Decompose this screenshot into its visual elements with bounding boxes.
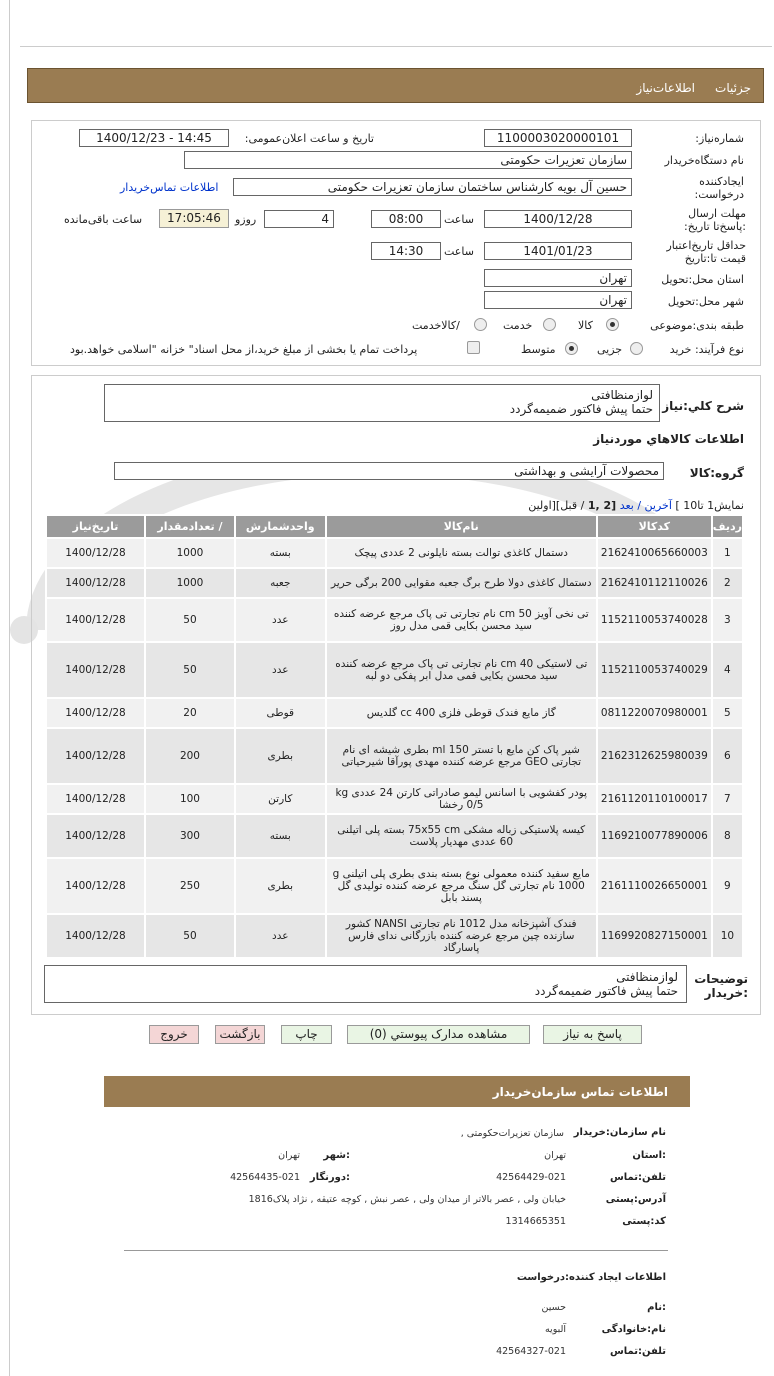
item-date: 1400/12/28 [46,784,145,814]
item-code: 0811220070980001 [597,698,712,728]
col-name-header: نام‌کالا [326,515,597,538]
process-medium-radio[interactable] [565,342,578,355]
notes-line-1: لوازمنظافتی [616,970,678,984]
treasury-payment-checkbox[interactable] [467,341,480,354]
col-unit-header: واحدشمارش [235,515,326,538]
category-service-radio[interactable] [543,318,556,331]
creator-phone-value: 42564327-021 [496,1346,566,1357]
table-header-row [46,515,743,538]
family-label: نام:خانوادگی [601,1324,666,1335]
row-index: 3 [712,598,743,642]
buyer-contact-link[interactable]: اطلاعات تماس‌خریدار [120,181,219,194]
item-name: گاز مایع فندک قوطی فلزی 400 cc گلدیس [326,698,597,728]
name-value: حسین [541,1302,566,1313]
contact-divider [124,1250,668,1251]
item-code: 1169920827150001 [597,914,712,958]
item-qty: 300 [145,814,235,858]
address-label: آدرس:پستی [605,1194,666,1205]
table-row [46,598,743,642]
validity-time-field: 14:30 [371,242,441,260]
row-index: 2 [712,568,743,598]
item-unit: بسته [235,538,326,568]
pager-last-link[interactable]: آخرین [644,499,672,512]
item-qty: 100 [145,784,235,814]
item-name: تی لاستیکی cm 40 نام تجارتی تی پاک مرجع عرضه کننده سید محسن بکایی قمی مدل ابر پفکی دو لبه [326,642,597,698]
item-unit: بطری [235,858,326,914]
pager-pages[interactable]: [2 ,1 [587,499,617,512]
city-contact-label: :شهر [323,1150,350,1161]
validity-time-label: ساعت [444,245,474,258]
item-qty: 200 [145,728,235,784]
item-date: 1400/12/28 [46,728,145,784]
need-number-label: شماره‌نیاز: [695,132,744,145]
province-label: استان محل:تحویل [661,273,744,286]
need-number-field: 1100003020000101 [484,129,632,147]
process-small-label: جزیی [597,343,623,356]
item-name: دستمال کاغذی دولا طرح برگ جعبه مقوایی 200 برگی حریر [326,568,597,598]
announce-label: تاریخ و ساعت اعلان‌عمومی: [244,132,374,145]
item-qty: 1000 [145,538,235,568]
item-code: 2161110026650001 [597,858,712,914]
summary-box [104,384,660,422]
category-goods-label: کالا [578,319,593,332]
item-code: 1152110053740028 [597,598,712,642]
item-name: شیر پاک کن مایع با تستر 150 ml بطری شیشه ای نام تجارتی GEO مرجع عرضه کننده مهدی پورآقا شیرحیاتی [326,728,597,784]
item-unit: عدد [235,914,326,958]
phone-label: تلفن:تماس [609,1172,666,1183]
phone-value: 42564429-021 [496,1172,566,1183]
col-code-header: کدکالا [597,515,712,538]
deadline-date-field: 1400/12/28 [484,210,632,228]
item-qty: 250 [145,858,235,914]
pager-next-link[interactable]: / بعد [619,499,642,512]
item-unit: قوطی [235,698,326,728]
buyer-contact-title: اطلاعات تماس سازمان‌خریدار [492,1085,668,1099]
days-label: روزو [235,213,257,226]
tab-details[interactable]: جزئیات [715,81,751,95]
exit-button[interactable]: خروج [149,1025,199,1044]
pager-prefix: نمایش1 [707,499,744,512]
table-row [46,784,743,814]
item-name: دستمال کاغذی توالت بسته نایلونی 2 عددی پیچک [326,538,597,568]
tab-need-info[interactable]: اطلاعات‌نیاز [636,81,695,95]
item-name: تی نخی آویز cm 50 نام تجارتی تی پاک مرجع عرضه کننده سید محسن بکایی قمی مدل روز [326,598,597,642]
row-index: 10 [712,914,743,958]
item-code: 1152110053740029 [597,642,712,698]
creator-phone-label: تلفن:تماس [609,1346,666,1357]
item-unit: کارتن [235,784,326,814]
name-label: :نام [647,1302,666,1313]
item-date: 1400/12/28 [46,814,145,858]
item-date: 1400/12/28 [46,698,145,728]
row-index: 5 [712,698,743,728]
print-button[interactable]: چاپ [281,1025,332,1044]
pager [528,499,744,512]
summary-line-2: حتما پیش فاکتور ضمیمه‌گردد [509,402,653,416]
announce-field: 1400/12/23 - 14:45 [79,129,229,147]
province-contact-label: :استان [632,1150,666,1161]
item-code: 2162410112110026 [597,568,712,598]
postal-value: 1314665351 [505,1216,566,1227]
buyer-notes-box [44,965,687,1003]
item-date: 1400/12/28 [46,598,145,642]
pager-prev[interactable]: / قبل][اولین [528,499,585,512]
col-row-header: ردیف [712,515,743,538]
reply-button[interactable]: پاسخ به نیاز [543,1025,642,1044]
category-both-radio[interactable] [474,318,487,331]
org-label: نام سازمان:خریدار [573,1127,666,1138]
process-label: نوع فرآیند: خرید [669,343,744,356]
creator-field: حسین آل بویه کارشناس ساختمان سازمان تعزیرات حکومتی [233,178,632,196]
item-unit: بطری [235,728,326,784]
table-row [46,728,743,784]
address-value: خیابان ولی , عصر بالاتر از میدان ولی , عصر نبش , کوچه عتیقه , نژاد پلاک1816 [248,1194,566,1205]
item-unit: عدد [235,642,326,698]
item-code: 1169210077890006 [597,814,712,858]
deadline-time-label: ساعت [444,213,474,226]
goods-table [45,514,744,959]
deadline-time-field: 08:00 [371,210,441,228]
notes-line-2: حتما پیش فاکتور ضمیمه‌گردد [534,984,678,998]
buyer-contact-header [104,1076,690,1107]
treasury-payment-note: پرداخت تمام یا بخشی از مبلغ خرید،از محل اسناد" خزانه "اسلامی خواهد.بود [70,343,418,356]
item-qty: 1000 [145,568,235,598]
category-service-label: خدمت [503,319,533,332]
table-row [46,642,743,698]
validity-label: حداقل تاریخ‌اعتبار قیمت تا:تاریخ [666,239,746,265]
row-index: 7 [712,784,743,814]
process-small-radio[interactable] [630,342,643,355]
table-row [46,538,743,568]
remaining-label: ساعت باقی‌مانده [64,213,143,226]
item-unit: عدد [235,598,326,642]
family-value: آلبویه [544,1324,566,1335]
item-date: 1400/12/28 [46,858,145,914]
goods-title: اطلاعات کالاهاي موردنياز [593,432,744,446]
row-index: 4 [712,642,743,698]
org-value: سازمان تعزیرات‌حکومتی , [460,1128,564,1139]
row-index: 8 [712,814,743,858]
item-date: 1400/12/28 [46,642,145,698]
item-code: 2161120110100017 [597,784,712,814]
category-both-label: /کالاخدمت [412,319,460,332]
item-name: مایع سفید کننده معمولی نوع بسته بندی بطری پلی اتیلنی g 1000 نام تجارتی گل سنگ مرجع عرضه کننده تولیدی گل پسند بابل [326,858,597,914]
row-index: 9 [712,858,743,914]
pager-sep: ] [675,499,680,512]
creator-section-title: اطلاعات ایجاد کننده:درخواست [516,1272,666,1283]
item-name: کیسه پلاستیکی زباله مشکی 75x55 cm بسته پلی اتیلنی 60 عددی مهدیار پلاست [326,814,597,858]
table-row [46,568,743,598]
item-date: 1400/12/28 [46,914,145,958]
pager-to: تا10 [683,499,704,512]
table-row [46,914,743,958]
buyer-org-label: نام دستگاه‌خریدار [664,154,744,167]
view-attachments-button[interactable]: مشاهده مدارک پیوستي (0) [347,1025,530,1044]
back-button[interactable]: بازگشت [215,1025,265,1044]
city-label: شهر محل:تحویل [667,295,744,308]
item-qty: 50 [145,914,235,958]
days-field: 4 [264,210,334,228]
item-code: 2162410065660003 [597,538,712,568]
category-goods-radio[interactable] [606,318,619,331]
deadline-label: مهلت ارسال :پاسخ‌تا تاریخ: [684,207,746,233]
row-index: 6 [712,728,743,784]
buyer-org-field: سازمان تعزیرات حکومتی [184,151,632,169]
province-field: تهران [484,269,632,287]
item-date: 1400/12/28 [46,538,145,568]
col-qty-header: / تعدادمقدار [145,515,235,538]
table-row [46,814,743,858]
summary-line-1: لوازمنظافتی [591,388,653,402]
process-medium-label: متوسط [521,343,556,356]
item-qty: 50 [145,642,235,698]
item-unit: جعبه [235,568,326,598]
row-index: 1 [712,538,743,568]
item-qty: 20 [145,698,235,728]
category-label: طبقه بندی:موضوعی [650,319,744,332]
col-date-header: تاریخ‌نیاز [46,515,145,538]
goods-group-label: گروه:کالا [689,466,744,480]
city-field: تهران [484,291,632,309]
page-border [9,0,10,1376]
item-name: پودر کفشویی با اسانس لیمو صادراتی کارتن 24 عددی kg 0/5 رخشا [326,784,597,814]
table-row [46,858,743,914]
creator-label: ایجادکننده درخواست: [694,175,744,201]
item-date: 1400/12/28 [46,568,145,598]
item-qty: 50 [145,598,235,642]
city-contact-value: تهران [278,1150,300,1161]
postal-label: کد:پستی [622,1216,666,1227]
province-contact-value: تهران [544,1150,566,1161]
top-divider [20,46,772,47]
remaining-time-field: 17:05:46 [159,209,229,228]
table-row [46,698,743,728]
tab-bar [27,68,764,103]
fax-label: :دورنگار [309,1172,350,1183]
item-name: فندک آشپزخانه مدل 1012 نام تجارتی NANSI کشور سازنده چین مرجع عرضه کننده بازرگانی ندای فارس پاسارگاد [326,914,597,958]
goods-group-field: محصولات آرایشی و بهداشتی [114,462,664,480]
item-code: 2162312625980039 [597,728,712,784]
item-unit: بسته [235,814,326,858]
buyer-notes-label: توضیحات :خریدار [694,972,748,1000]
summary-label: شرح کلي:نياز [662,399,744,413]
validity-date-field: 1401/01/23 [484,242,632,260]
fax-value: 42564435-021 [230,1172,300,1183]
